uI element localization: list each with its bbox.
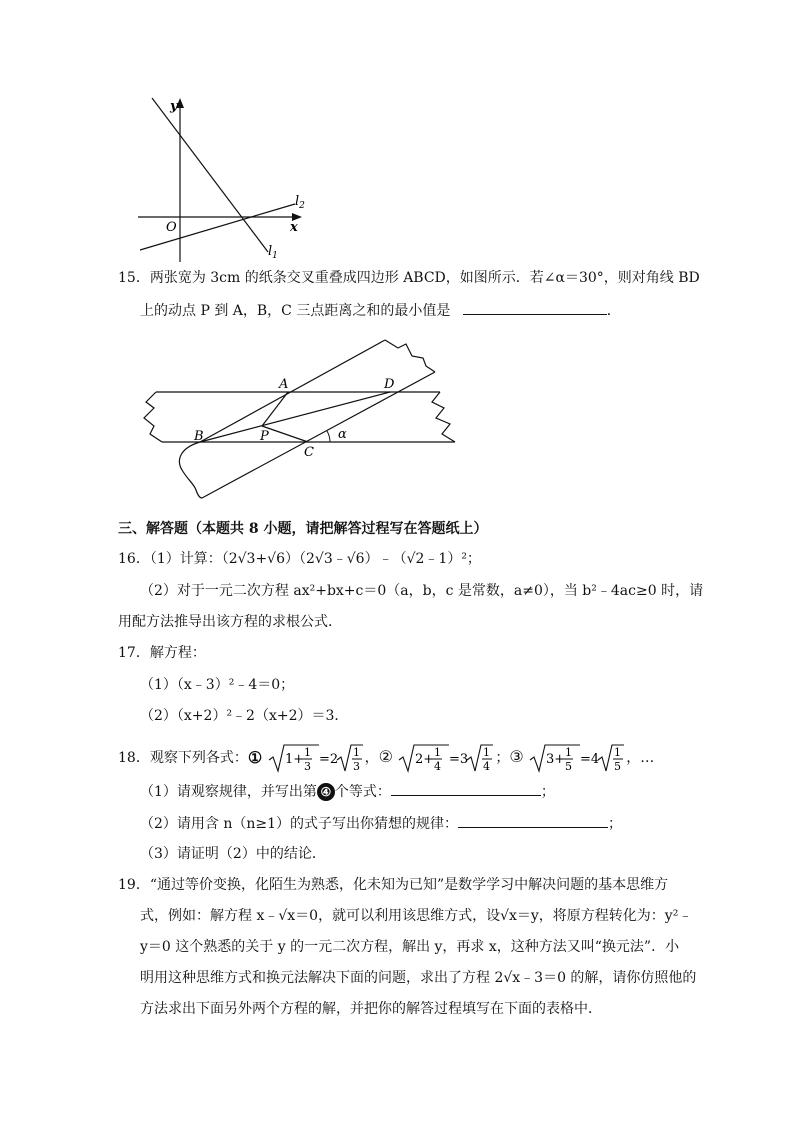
q18-part2-blank[interactable] [458, 813, 608, 828]
strip2-lower-edge [202, 372, 435, 498]
y-label: y [170, 99, 178, 114]
svg-text:5: 5 [614, 760, 622, 773]
label-D: D [384, 377, 395, 392]
l2-label: $l_2$ [295, 194, 305, 211]
q17-line2: （1）（x﹣3）²﹣4＝0； [140, 677, 295, 693]
svg-text:=3: =3 [449, 752, 469, 767]
strip1-right-tear [432, 392, 455, 442]
svg-text:=4: =4 [580, 752, 600, 767]
q18-sep1: ， [364, 750, 379, 766]
q19-line3: y＝0 这个熟悉的关于 y 的一元二次方程，解出 y，再求 x，这种方法又叫“换元法”．小 [140, 939, 680, 955]
q18-part1-end: ； [540, 784, 555, 800]
strip2-upper-edge [200, 340, 385, 442]
q16-line2: （2）对于一元二次方程 ax²+bx+c＝0（a，b，c 是常数，a≠0），当 b²﹣4ac≥0 时，请 [140, 583, 704, 599]
q18-tail: ，… [626, 750, 655, 766]
svg-text:1: 1 [352, 746, 360, 759]
label-P: P [260, 429, 269, 444]
l1-label: $l_1$ [268, 244, 278, 261]
q18-part1-blank[interactable] [391, 781, 541, 796]
q18-line1 [118, 740, 654, 774]
svg-text:4: 4 [434, 760, 442, 773]
q18-prefix: 18．观察下列各式： [118, 750, 248, 766]
q17-line1: 17．解方程： [118, 645, 206, 661]
x-label: x [290, 220, 298, 235]
strip1-left-tear [144, 392, 162, 442]
q15-line2-end: ． [606, 303, 621, 319]
segment-PA [262, 392, 288, 426]
q18-part2-end: ； [608, 816, 623, 832]
q17-line3: （2）（x+2）²﹣2（x+2）＝3． [140, 708, 349, 724]
q19-line5: 方法求出下面另外两个方程的解，并把你的解答过程填写在下面的表格中． [140, 1001, 602, 1017]
svg-text:=2: =2 [318, 752, 338, 767]
q16-line1: 16．（1）计算：（2√3+√6）（2√3﹣√6）﹣（√2﹣1）²； [118, 551, 481, 567]
q15-answer-blank[interactable] [463, 300, 607, 315]
q15-line2 [140, 300, 621, 321]
q18-part1-text-b: 个等式： [334, 784, 391, 800]
svg-text:4: 4 [483, 760, 491, 773]
svg-text:1: 1 [434, 746, 442, 759]
graph-lines-figure [130, 92, 310, 264]
strip2-top-tear [385, 340, 435, 372]
svg-text:1: 1 [614, 746, 622, 759]
svg-text:1: 1 [483, 746, 491, 759]
q19-line4: 明用这种思维方式和换元法解决下面的问题，求出了方程 2√x﹣3＝0 的解，请你仿照他的 [140, 970, 697, 986]
section-3-heading: 三、解答题（本题共 8 小题，请把解答过程写在答题纸上） [118, 521, 488, 537]
q18-part1-text-a: （1）请观察规律，并写出第 [140, 784, 317, 800]
svg-text:3+: 3+ [546, 752, 566, 767]
q16-line3: 用配方法推导出该方程的求根公式． [118, 614, 342, 630]
q18-sep2: ； [495, 750, 510, 766]
paper-strips-figure [140, 338, 460, 504]
segment-PC [262, 426, 308, 442]
q15-line1: 15．两张宽为 3cm 的纸条交叉重叠成四边形 ABCD，如图所示．若∠α＝30°，则对角线 BD [118, 270, 700, 286]
svg-text:3: 3 [352, 760, 360, 773]
q19-line1: 19．“通过等价变换，化陌生为熟悉，化未知为已知”是数学学习中解决问题的基本思维方 [118, 877, 669, 893]
radical-2 [397, 742, 495, 774]
circled-1: ① [247, 748, 263, 767]
circled-4: ④ [317, 783, 335, 801]
strip2-bottom-tear [179, 442, 202, 498]
circled-2: ② [378, 747, 393, 766]
svg-text:2+: 2+ [415, 752, 435, 767]
svg-text:3: 3 [303, 760, 311, 773]
svg-text:5: 5 [565, 760, 573, 773]
svg-text:1: 1 [303, 746, 311, 759]
q15-line2-text: 上的动点 P 到 A，B，C 三点距离之和的最小值是 [140, 303, 451, 319]
q18-part3: （3）请证明（2）中的结论． [140, 846, 326, 862]
svg-text:1: 1 [565, 746, 573, 759]
svg-text:1+: 1+ [284, 752, 304, 767]
q18-part1 [140, 781, 555, 802]
q19-line2: 式，例如：解方程 x﹣√x＝0，就可以利用该思维方式，设√x＝y，将原方程转化为：y²﹣ [140, 908, 693, 924]
segment-BD [200, 392, 390, 442]
q18-part2-text: （2）请用含 n（n≥1）的式子写出你猜想的规律： [140, 816, 459, 832]
label-C: C [304, 445, 314, 460]
q18-part2 [140, 813, 622, 834]
origin-label: O [166, 220, 177, 235]
label-A: A [279, 377, 289, 392]
label-B: B [194, 429, 204, 444]
radical-3 [528, 742, 626, 774]
radical-1 [267, 742, 365, 774]
circled-3: ③ [509, 747, 524, 766]
angle-alpha-arc [327, 431, 330, 442]
label-alpha: α [338, 427, 347, 442]
